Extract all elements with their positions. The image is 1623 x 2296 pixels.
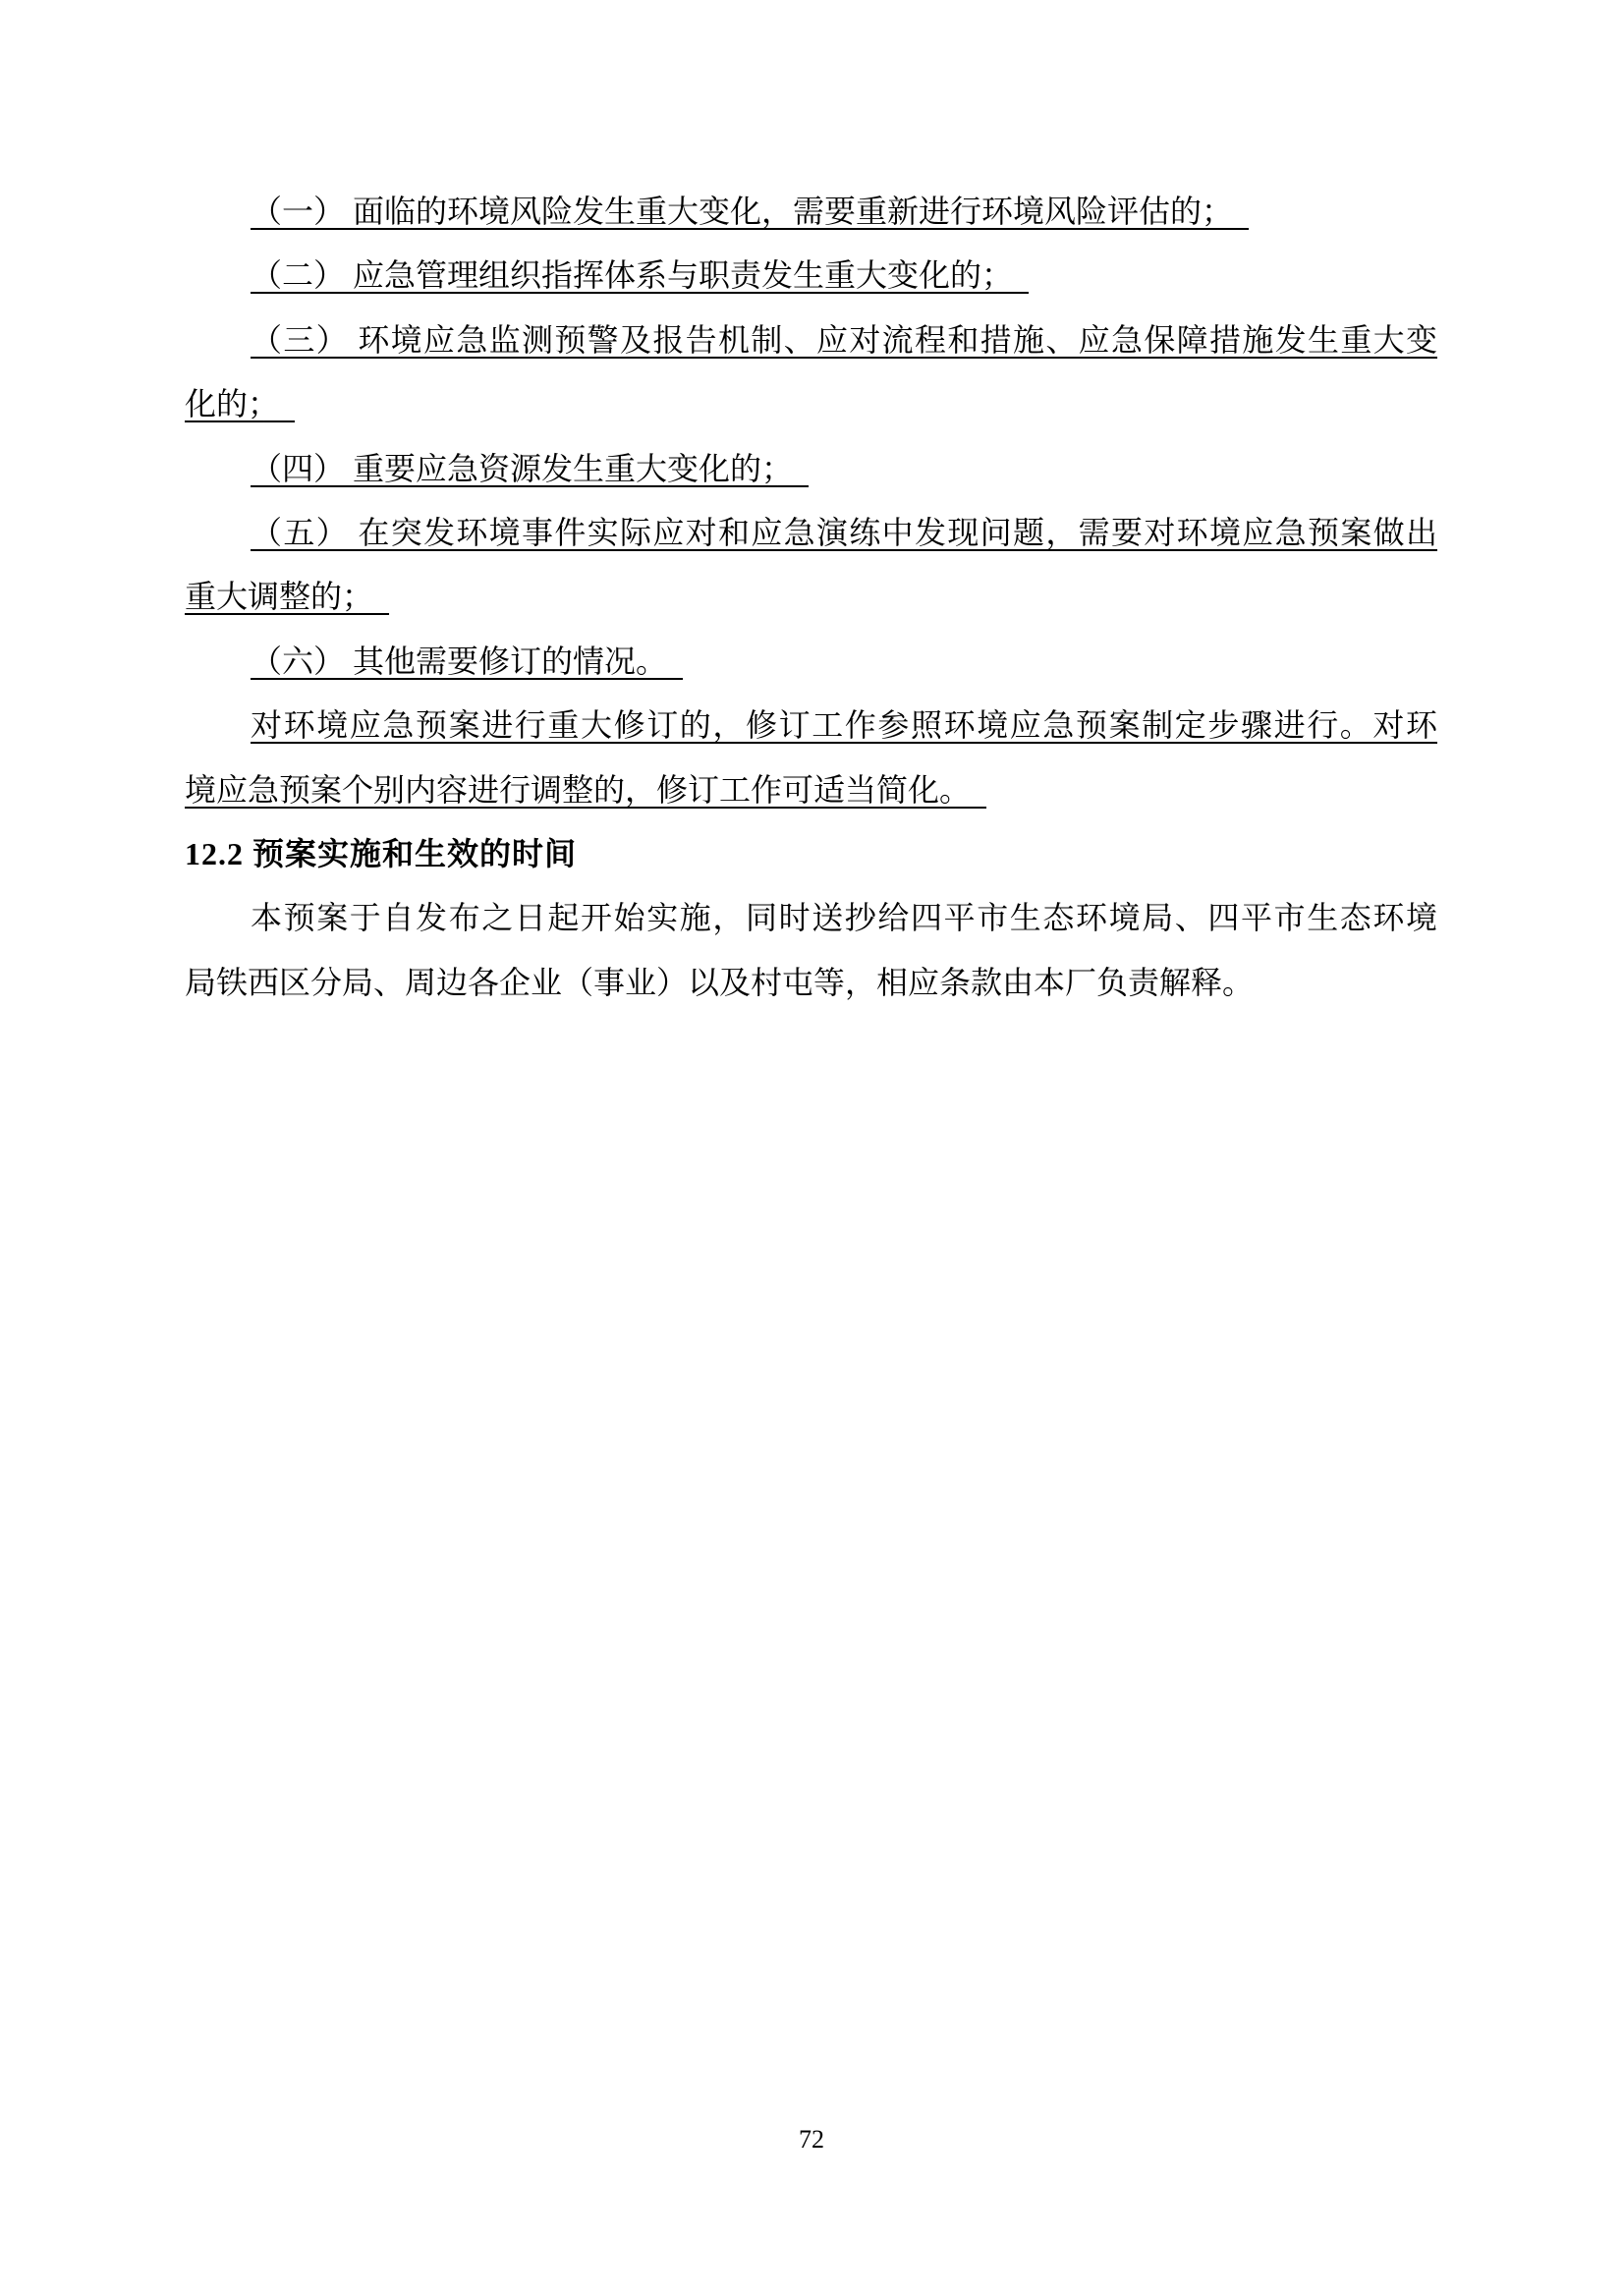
document-line: 本预案于自发布之日起开始实施，同时送抄给四平市生态环境局、四平市生态环境 [251, 900, 1437, 936]
document-line [185, 758, 1437, 822]
document-line [185, 308, 1437, 372]
section-heading: 12.2 预案实施和生效的时间 [185, 836, 578, 872]
underlined-text: （六） 其他需要修订的情况。 [251, 643, 652, 679]
document-line [185, 372, 1437, 436]
document-line: 局铁西区分局、周边各企业（事业）以及村屯等，相应条款由本厂负责解释。 [185, 964, 1255, 1000]
underlined-text: （一） 面临的环境风险发生重大变化，需要重新进行环境风险评估的； [251, 194, 1218, 229]
document-line [185, 565, 1437, 629]
document-line [185, 180, 1437, 244]
document-line [185, 244, 1437, 308]
underlined-text: 对环境应急预案进行重大修订的，修订工作参照环境应急预案制定步骤进行。对环 [251, 707, 1437, 744]
underlined-text: 化的； [185, 386, 264, 422]
document-line [185, 437, 1437, 501]
underlined-text: （四） 重要应急资源发生重大变化的； [251, 450, 778, 486]
underlined-text: 重大调整的； [185, 579, 359, 615]
underlined-text: （二） 应急管理组织指挥体系与职责发生重大变化的； [251, 257, 998, 294]
page-number: 72 [799, 2125, 824, 2154]
underlined-text: 境应急预案个别内容进行调整的，修订工作可适当简化。 [185, 771, 956, 808]
document-line [185, 694, 1437, 757]
document-body [185, 180, 1437, 1015]
underlined-text: （三） 环境应急监测预警及报告机制、应对流程和措施、应急保障措施发生重大变 [251, 321, 1437, 358]
underlined-text: （五） 在突发环境事件实际应对和应急演练中发现问题，需要对环境应急预案做出 [251, 515, 1437, 551]
document-line [185, 501, 1437, 565]
document-line [185, 630, 1437, 694]
